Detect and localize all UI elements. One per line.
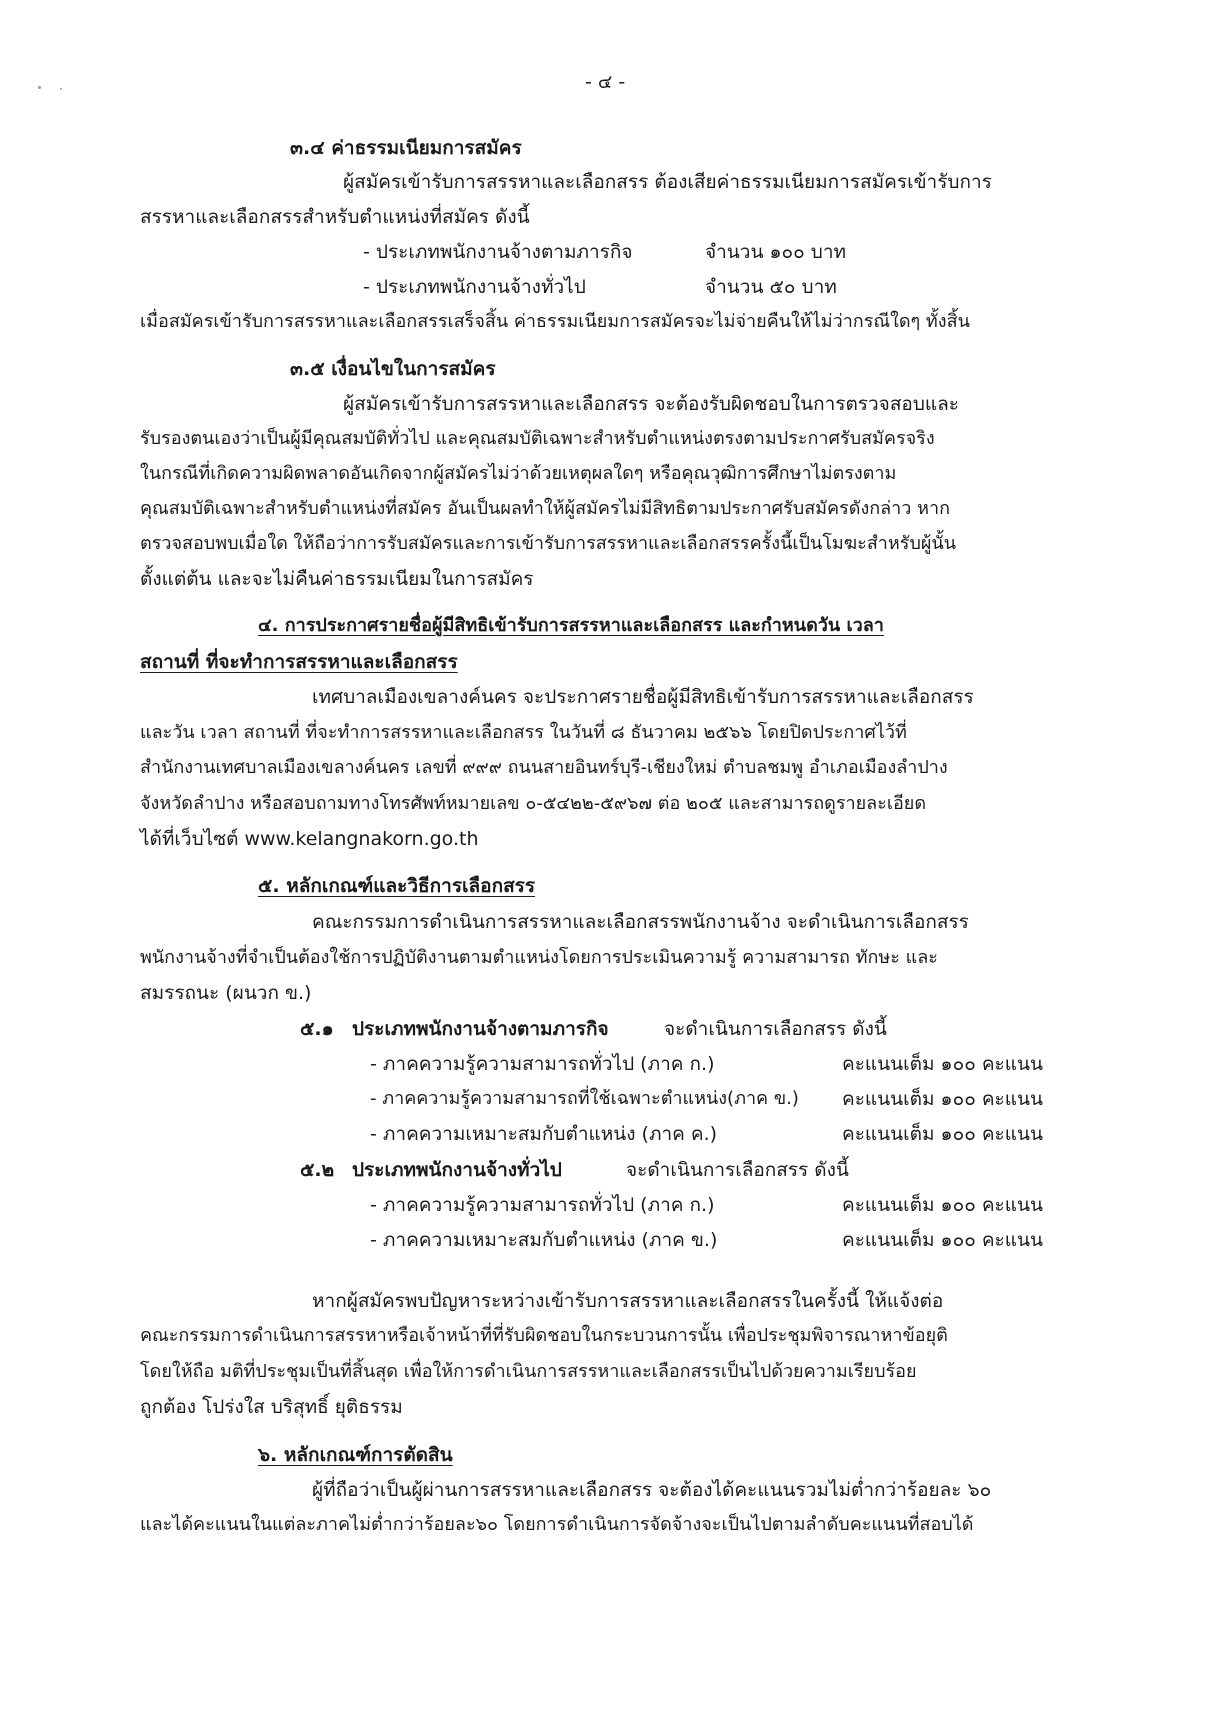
section-6-heading: ๖. หลักเกณฑ์การตัดสิน: [258, 1444, 453, 1466]
paragraph-line: ตรวจสอบพบเมื่อใด ให้ถือว่าการรับสมัครและการเข้ารับการสรรหาและเลือกสรรครั้งนี้เป็นโมฆะสำหรับผู้นั้น: [140, 533, 957, 554]
section-5-2-number: ๕.๒: [300, 1159, 335, 1181]
section-5-2-title: ประเภทพนักงานจ้างทั่วไป: [352, 1159, 562, 1181]
paragraph-line: เมื่อสมัครเข้ารับการสรรหาและเลือกสรรเสร็จสิ้น ค่าธรรมเนียมการสมัครจะไม่จ่ายคืนให้ไม่ว่ากรณีใดๆ ทั้งสิ้น: [140, 311, 970, 332]
paragraph-line: รับรองตนเองว่าเป็นผู้มีคุณสมบัติทั่วไป และคุณสมบัติเฉพาะสำหรับตำแหน่งตรงตามประกาศรับสมัครจริง: [140, 428, 935, 449]
score-item-label: - ภาคความรู้ความสามารถทั่วไป (ภาค ก.): [370, 1053, 715, 1075]
score-item-value: คะแนนเต็ม ๑๐๐ คะแนน: [842, 1229, 1043, 1251]
paragraph-line: ผู้สมัครเข้ารับการสรรหาและเลือกสรร ต้องเสียค่าธรรมเนียมการสมัครเข้ารับการ: [343, 171, 992, 193]
section-5-2-suffix: จะดำเนินการเลือกสรร ดังนี้: [626, 1159, 849, 1181]
fee-amount: จำนวน ๕๐ บาท: [705, 276, 837, 298]
paragraph-line: คุณสมบัติเฉพาะสำหรับตำแหน่งที่สมัคร อันเป็นผลทำให้ผู้สมัครไม่มีสิทธิตามประกาศรับสมัครดังกล่าว หาก: [140, 498, 950, 519]
paragraph-line: หากผู้สมัครพบปัญหาระหว่างเข้ารับการสรรหาและเลือกสรรในครั้งนี้ ให้แจ้งต่อ: [312, 1290, 944, 1312]
score-item-label: - ภาคความเหมาะสมกับตำแหน่ง (ภาค ค.): [370, 1123, 718, 1145]
scan-speck: [60, 88, 62, 90]
section-5-1-title: ประเภทพนักงานจ้างตามภารกิจ: [352, 1018, 609, 1040]
section-5-1-number: ๕.๑: [300, 1018, 334, 1040]
paragraph-line: ผู้สมัครเข้ารับการสรรหาและเลือกสรร จะต้องรับผิดชอบในการตรวจสอบและ: [343, 393, 959, 415]
paragraph-line: โดยให้ถือ มติที่ประชุมเป็นที่สิ้นสุด เพื่อให้การดำเนินการสรรหาและเลือกสรรเป็นไปด้วยความเรียบร้อย: [140, 1361, 917, 1382]
fee-label: - ประเภทพนักงานจ้างตามภารกิจ: [363, 241, 633, 263]
score-item-value: คะแนนเต็ม ๑๐๐ คะแนน: [842, 1123, 1043, 1145]
paragraph-line: ตั้งแต่ต้น และจะไม่คืนค่าธรรมเนียมในการสมัคร: [140, 568, 534, 590]
section-3-5-heading: ๓.๕ เงื่อนไขในการสมัคร: [290, 358, 496, 380]
paragraph-line: สำนักงานเทศบาลเมืองเขลางค์นคร เลขที่ ๙๙๙ ถนนสายอินทร์บุรี-เชียงใหม่ ตำบลชมพู อำเภอเมืองลำปาง: [140, 757, 948, 778]
page-number: - ๔ -: [585, 71, 626, 93]
section-5-heading: ๕. หลักเกณฑ์และวิธีการเลือกสรร: [258, 875, 536, 897]
paragraph-line: คณะกรรมการดำเนินการสรรหาและเลือกสรรพนักงานจ้าง จะดำเนินการเลือกสรร: [312, 911, 969, 933]
paragraph-line: จังหวัดลำปาง หรือสอบถามทางโทรศัพท์หมายเลข ๐-๕๔๒๒-๕๙๖๗ ต่อ ๒๐๕ และสามารถดูรายละเอียด: [140, 793, 927, 814]
scan-speck: [38, 86, 41, 89]
score-item-value: คะแนนเต็ม ๑๐๐ คะแนน: [842, 1053, 1043, 1075]
paragraph-line: ผู้ที่ถือว่าเป็นผู้ผ่านการสรรหาและเลือกสรร จะต้องได้คะแนนรวมไม่ต่ำกว่าร้อยละ ๖๐: [312, 1479, 992, 1501]
website-line: ได้ที่เว็บไซต์ www.kelangnakorn.go.th: [140, 828, 479, 850]
paragraph-line: สรรหาและเลือกสรรสำหรับตำแหน่งที่สมัคร ดังนี้: [140, 206, 530, 228]
section-4-heading-cont: สถานที่ ที่จะทำการสรรหาและเลือกสรร: [140, 651, 458, 673]
section-3-4-heading: ๓.๔ ค่าธรรมเนียมการสมัคร: [290, 137, 522, 159]
section-4-heading: ๔. การประกาศรายชื่อผู้มีสิทธิเข้ารับการสรรหาและเลือกสรร และกำหนดวัน เวลา: [258, 615, 884, 636]
paragraph-line: สมรรถนะ (ผนวก ข.): [140, 982, 312, 1004]
section-5-1-suffix: จะดำเนินการเลือกสรร ดังนี้: [664, 1018, 887, 1040]
paragraph-line: เทศบาลเมืองเขลางค์นคร จะประกาศรายชื่อผู้มีสิทธิเข้ารับการสรรหาและเลือกสรร: [312, 686, 974, 708]
fee-amount: จำนวน ๑๐๐ บาท: [705, 241, 847, 263]
score-item-label: - ภาคความรู้ความสามารถที่ใช้เฉพาะตำแหน่ง(ภาค ข.): [370, 1088, 799, 1109]
score-item-value: คะแนนเต็ม ๑๐๐ คะแนน: [842, 1088, 1043, 1110]
score-item-label: - ภาคความรู้ความสามารถทั่วไป (ภาค ก.): [370, 1194, 715, 1216]
paragraph-line: ในกรณีที่เกิดความผิดพลาดอันเกิดจากผู้สมัครไม่ว่าด้วยเหตุผลใดๆ หรือคุณวุฒิการศึกษาไม่ตรงตาม: [140, 463, 897, 484]
paragraph-line: และวัน เวลา สถานที่ ที่จะทำการสรรหาและเลือกสรร ในวันที่ ๘ ธันวาคม ๒๕๖๖ โดยปิดประกาศไว้ที่: [140, 722, 907, 743]
score-item-label: - ภาคความเหมาะสมกับตำแหน่ง (ภาค ข.): [370, 1229, 718, 1251]
score-item-value: คะแนนเต็ม ๑๐๐ คะแนน: [842, 1194, 1043, 1216]
paragraph-line: พนักงานจ้างที่จำเป็นต้องใช้การปฏิบัติงานตามตำแหน่งโดยการประเมินความรู้ ความสามารถ ทักษะ และ: [140, 947, 938, 968]
paragraph-line: คณะกรรมการดำเนินการสรรหาหรือเจ้าหน้าที่ที่รับผิดชอบในกระบวนการนั้น เพื่อประชุมพิจารณาหาข้อยุติ: [140, 1325, 948, 1346]
paragraph-line: และได้คะแนนในแต่ละภาคไม่ต่ำกว่าร้อยละ๖๐ โดยการดำเนินการจัดจ้างจะเป็นไปตามลำดับคะแนนที่สอบได้: [140, 1514, 974, 1535]
paragraph-line: ถูกต้อง โปร่งใส บริสุทธิ์ ยุติธรรม: [140, 1396, 403, 1418]
fee-label: - ประเภทพนักงานจ้างทั่วไป: [363, 276, 586, 298]
